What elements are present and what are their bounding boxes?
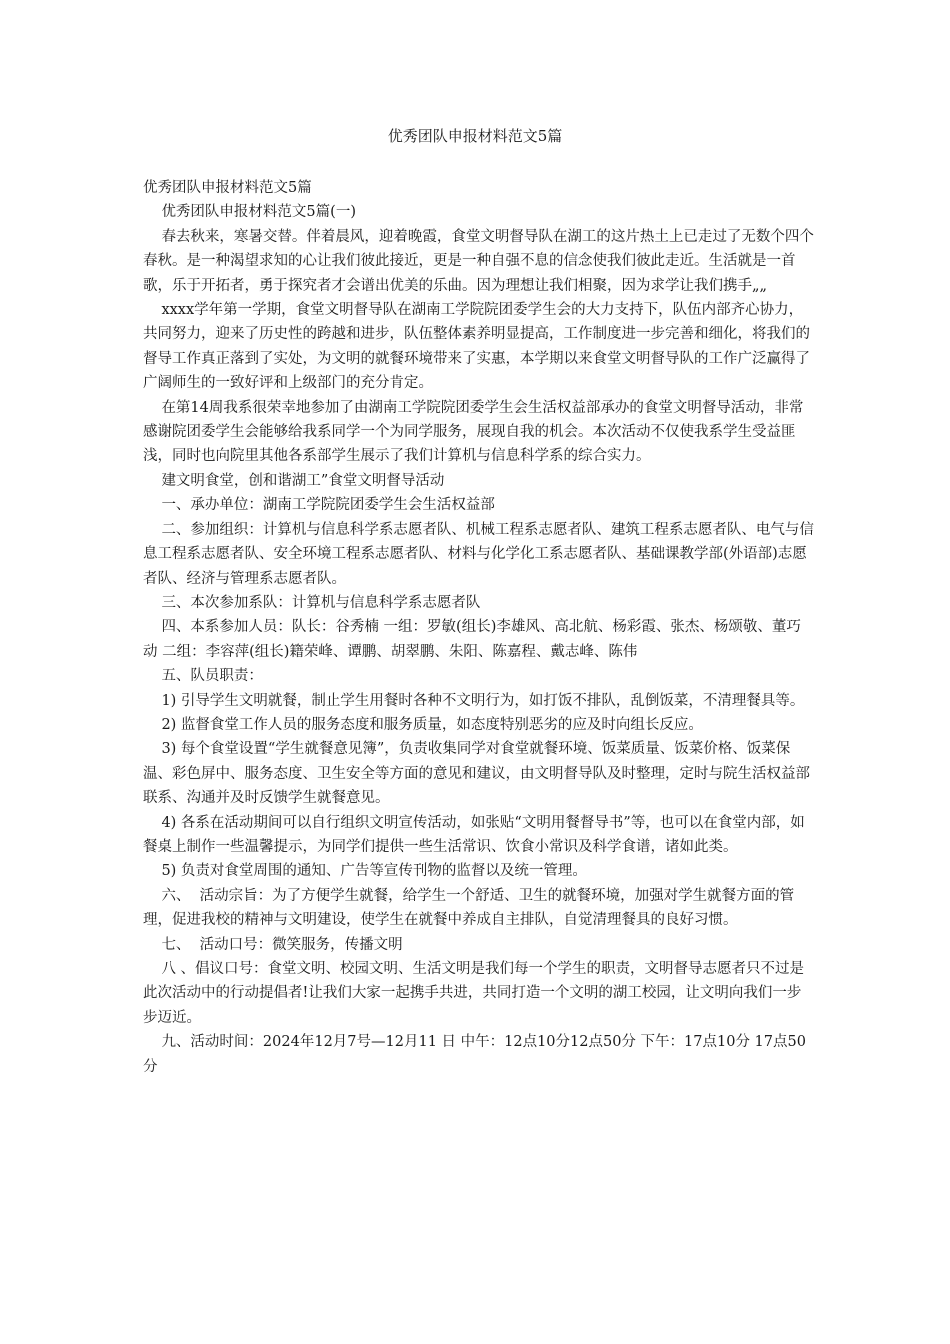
section-heading: 优秀团队申报材料范文5篇(一): [143, 204, 356, 221]
duty-item: 5) 负责对食堂周围的通知、广告等宣传刊物的监督以及统一管理。: [143, 863, 587, 880]
week14-paragraph: 在第14周我系很荣幸地参加了由湖南工学院院团委学生会生活权益部承办的食堂文明督导活动，非常感谢院团委学生会能够给我系同学一个为同学服务，展现自我的机会。本次活动不仅使我系学生受益匪浅，同时也向院里其他各系部学生展示了我们计算机与信息科学系的综合实力。: [143, 399, 804, 465]
purpose-paragraph: 六、 活动宗旨：为了方便学生就餐，给学生一个舒适、卫生的就餐环境，加强对学生就餐方面的管理，促进我校的精神与文明建设，使学生在就餐中养成自主排队，自觉清理餐具的良好习惯。: [143, 887, 795, 929]
intro-paragraph: 春去秋来，寒暑交替。伴着晨风，迎着晚霞，食堂文明督导队在湖工的这片热土上已走过了无数个四个春秋。是一种渴望求知的心让我们彼此接近，更是一种自强不息的信念使我们彼此走近。生活就是一首歌，乐于开拓者，勇于探究者才会谱出优美的乐曲。因为理想让我们相聚，因为求学让我们携手„„: [143, 228, 814, 294]
members-paragraph: 四、本系参加人员：队长：谷秀楠 一组：罗敏(组长)李雄风、高北航、杨彩霞、张杰、杨颂敬、董巧动 二组：李容萍(组长)籍荣峰、谭鹏、胡翠鹏、朱阳、陈嘉程、戴志峰、陈伟: [143, 619, 801, 660]
subtitle-paragraph: 优秀团队申报材料范文5篇: [143, 180, 312, 196]
semester-paragraph: xxxx学年第一学期，食堂文明督导队在湖南工学院院团委学生会的大力支持下，队伍内部齐心协力，共同努力，迎来了历史性的跨越和进步，队伍整体素养明显提高，工作制度进一步完善和细化，将我们的督导工作真正落到了实处，为文明的就餐环境带来了实惠，本学期以来食堂文明督导队的工作广泛赢得了广阔师生的一致好评和上级部门的充分肯定。: [143, 302, 810, 392]
duty-item: 1) 引导学生文明就餐，制止学生用餐时各种不文明行为，如打饭不排队，乱倒饭菜，不清理餐具等。: [143, 692, 805, 709]
document-body: [143, 176, 815, 1079]
initiative-paragraph: 八 、倡议口号：食堂文明、校园文明、生活文明是我们每一个学生的职责，文明督导志愿者只不过是此次活动中的行动提倡者!让我们大家一起携手共进，共同打造一个文明的湖工校园，让文明向我们一步步迈近。: [143, 961, 805, 1026]
duty-item: 2) 监督食堂工作人员的服务态度和服务质量，如态度特别恶劣的应及时向组长反应。: [143, 716, 703, 733]
schedule-paragraph: 九、活动时间：2024年12月7号—12月11 日 中午：12点10分12点50分 下午：17点10分 17点50分: [143, 1034, 806, 1075]
department-line: 三、本次参加系队：计算机与信息科学系志愿者队: [143, 594, 481, 611]
duty-item: 3) 每个食堂设置“学生就餐意见簿”，负责收集同学对食堂就餐环境、饭菜质量、饭菜价格、饭菜保温、彩色屏中、服务态度、卫生安全等方面的意见和建议，由文明督导队及时整理，定时与院生活权益部联系、沟通并及时反馈学生就餐意见。: [143, 741, 810, 807]
duty-item: 4) 各系在活动期间可以自行组织文明宣传活动，如张贴“文明用餐督导书”等，也可以在食堂内部，如餐桌上制作一些温馨提示，为同学们提供一些生活常识、饮食小常识及科学食谱，诸如此类。: [143, 814, 805, 855]
slogan-line: 七、 活动口号：微笑服务，传播文明: [143, 936, 403, 953]
participants-paragraph: 二、参加组织：计算机与信息科学系志愿者队、机械工程系志愿者队、建筑工程系志愿者队、电气与信息工程系志愿者队、安全环境工程系志愿者队、材料与化学化工系志愿者队、基础课教学部(外语部)志愿者队、经济与管理系志愿者队。: [143, 521, 814, 587]
activity-name: 建文明食堂，创和谐湖工”食堂文明督导活动: [143, 472, 445, 489]
document-title: 优秀团队申报材料范文5篇: [387, 127, 563, 145]
duties-heading: 五、队员职责：: [143, 668, 263, 685]
organizer-line: 一、承办单位：湖南工学院院团委学生会生活权益部: [143, 497, 495, 514]
